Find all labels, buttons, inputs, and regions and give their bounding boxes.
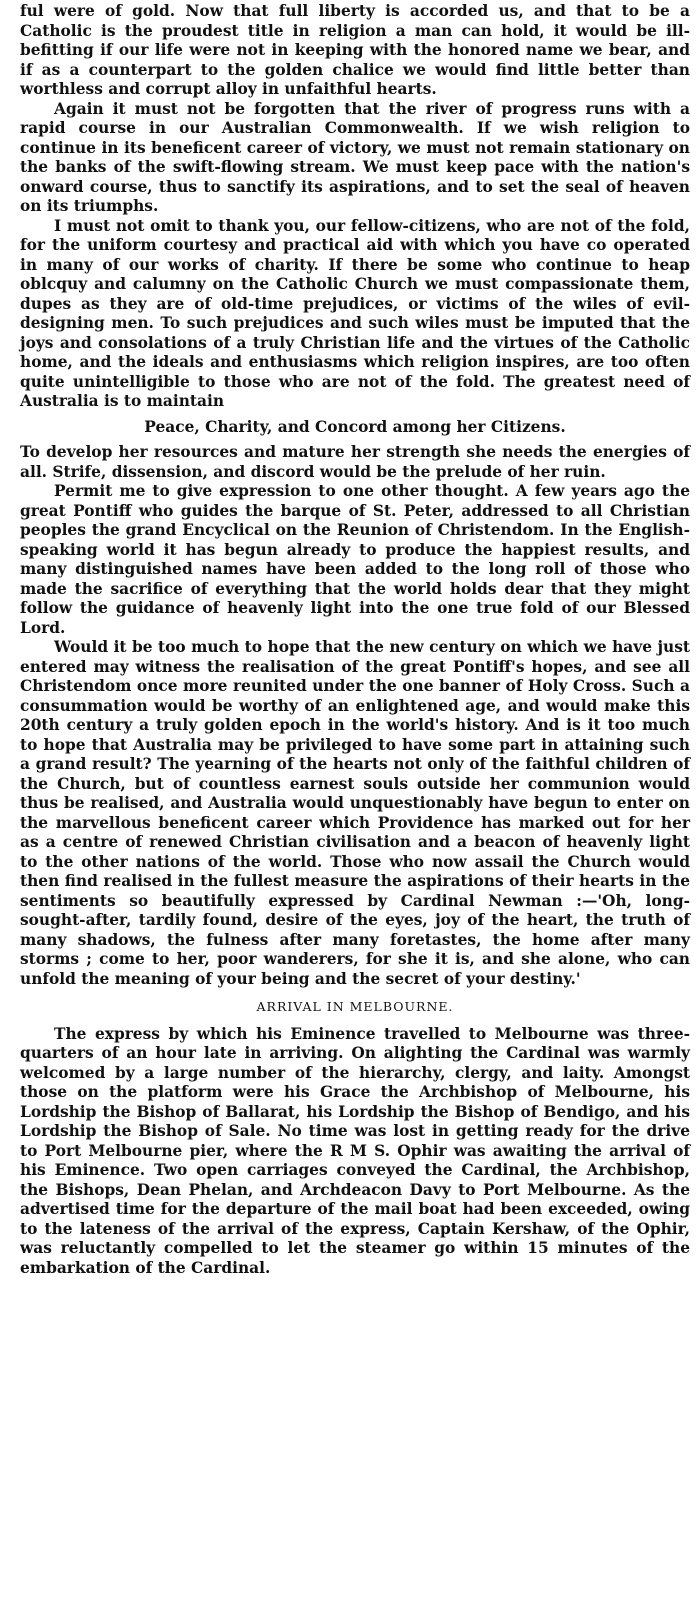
paragraph-encyclical: Permit me to give expression to one other thought. A few years ago the great Pontiff who guides the barque of St. Peter, addressed to all Christian peoples the grand Encyclical on the Reunion of Christendom. In the English-speaking world it has begun already to produce the happiest results, and many distinguished names have been added to the long roll of those who made the sacrifice of everything that the world holds dear that they might follow the guidance of heavenly light into the one true fold of our Blessed Lord. [20,482,690,637]
paragraph-develop-resources: To develop her resources and mature her strength she needs the energies of all. Strife, dissension, and discord would be the prelude of her ruin. [20,443,690,481]
centered-motto: Peace, Charity, and Concord among her Citizens. [144,417,566,436]
paragraph-fellow-citizens: I must not omit to thank you, our fellow-citizens, who are not of the fold, for the uniform courtesy and practical aid with which you have co operated in many of our works of charity. If there be some who continue to heap oblcquy and calumny on the Catholic Church we must compassionate them, dupes as they are of old-time prejudices, or victims of the wiles of evil-designing men. To such prejudices and such wiles must be imputed that the joys and consolations of a truly Christian life and the virtues of the Catholic home, and the ideals and enthusiasms which religion inspires, are too often quite unintelligible to those who are not of the fold. The greatest need of Australia is to maintain [20,216,690,410]
paragraph-river-of-progress: Again it must not be forgotten that the river of progress runs with a rapid course in our Australian Commonwealth. If we wish religion to continue in its beneficent career of victory, we must not remain stationary on the banks of the swift-flowing stream. We must keep pace with the nation's onward course, thus to sanctify its aspirations, and to set the seal of heaven on its triumphs. [20,99,690,215]
paragraph-golden-chalice: ful were of gold. Now that full liberty is accorded us, and that to be a Catholic is the proudest title in religion a man can hold, it would be ill-befitting if our life were not in keeping with the honored name we bear, and if as a counterpart to the golden chalice we would find little better than worthless and corrupt alloy in unfaithful hearts. [20,2,690,98]
paragraph-new-century: Would it be too much to hope that the new century on which we have just entered may witness the realisation of the great Pontiff's hopes, and see all Christendom once more reunited under the one banner of Holy Cross. Such a consummation would be worthy of an enlightened age, and would make this 20th century a truly golden epoch in the world's history. And is it too much to hope that Australia may be privileged to have some part in attaining such a grand result? The yearning of the hearts not only of the faithful children of the Church, but of countless earnest souls outside her communion would thus be realised, and Australia would unquestionably have begun to enter on the marvellous beneficent career which Providence has marked out for her as a centre of renewed Christian civilisation and a beacon of heavenly light to the other nations of the world. Those who now assail the Church would then find realised in the fullest measure the aspirations of their hearts in the sentiments so beautifully expressed by Cardinal Newman :—'Oh, long-sought-after, tardily found, desire of the eyes, joy of the heart, the truth of many shadows, the fulness after many foretastes, the home after many storms ; come to her, poor wanderers, for she it is, and she alone, who can unfold the meaning of your being and the secret of your destiny.' [20,638,690,988]
paragraph-arrival: The express by which his Eminence travelled to Melbourne was three-quarters of an hour late in arriving. On alighting the Cardinal was warmly welcomed by a large number of the hierarchy, clergy, and laity. Amongst those on the platform were his Grace the Archbishop of Melbourne, his Lordship the Bishop of Ballarat, his Lordship the Bishop of Bendigo, and his Lordship the Bishop of Sale. No time was lost in getting ready for the drive to Port Melbourne pier, where the R M S. Ophir was awaiting the arrival of his Eminence. Two open carriages conveyed the Cardinal, the Archbishop, the Bishops, Dean Phelan, and Archdeacon Davy to Port Melbourne. As the advertised time for the departure of the mail boat had been exceeded, owing to the lateness of the arrival of the express, Captain Kershaw, of the Ophir, was reluctantly compelled to let the steamer go within 15 minutes of the embarkation of the Cardinal. [20,1024,690,1277]
section-heading: ARRIVAL IN MELBOURNE. [256,999,454,1014]
